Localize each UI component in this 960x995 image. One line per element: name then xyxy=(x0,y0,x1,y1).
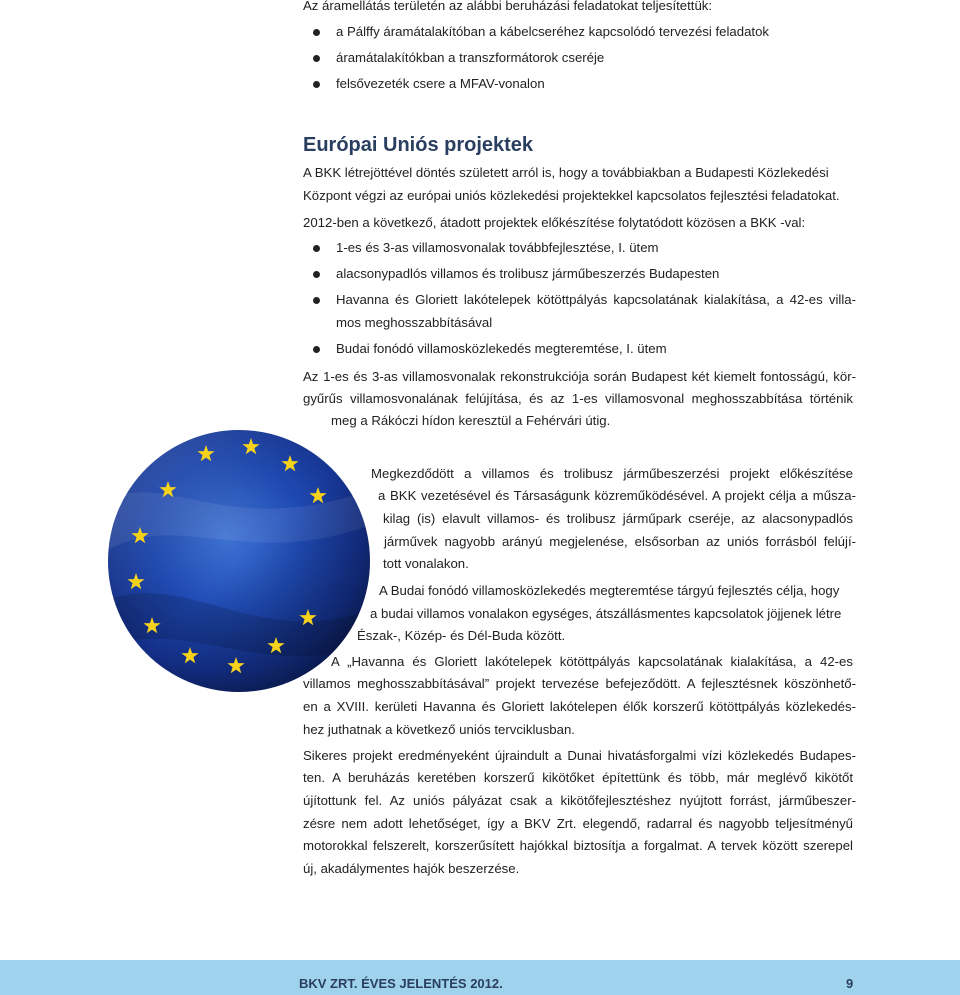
section-title: Európai Uniós projektek xyxy=(303,134,534,156)
paragraph-line: 2012-ben a következő, átadott projektek előkészítése folytatódott közösen a BKK -val: xyxy=(303,215,806,230)
paragraph-line: kilag (is) elavult villamos- és trolibusz járműpark cseréje, az alacsonypadlós xyxy=(383,511,853,526)
list-item: felsővezeték csere a MFAV-vonalon xyxy=(336,76,545,91)
list-item: áramátalakítókban a transzformátorok cseréje xyxy=(336,50,605,65)
list-item: Havanna és Gloriett lakótelepek kötöttpályás kapcsolatának kialakítása, a 42-es villa- xyxy=(336,292,856,307)
paragraph-line: Észak-, Közép- és Dél-Buda között. xyxy=(357,628,566,643)
bullet-icon xyxy=(313,297,320,304)
paragraph-line: Központ végzi az európai uniós közlekedési projektekkel kapcsolatos fejlesztési feladatokat. xyxy=(303,188,840,203)
bullet-icon xyxy=(313,55,320,62)
paragraph-line: zésre nem adott lehetőséget, így a BKV Zrt. elegendő, radarral és nagyobb teljesítményű xyxy=(303,816,853,831)
bullet-icon xyxy=(313,245,320,252)
paragraph-line: hez juthatnak a következő uniós tervciklusban. xyxy=(303,722,575,737)
paragraph-line: ten. A beruházás keretében korszerű kikötőket építettünk és több, már meglévő kikötőt xyxy=(303,770,853,785)
intro-heading-line: Az áramellátás területén az alábbi beruházási feladatokat teljesítettük: xyxy=(303,0,713,13)
paragraph-line: a BKK vezetésével és Társaságunk közreműködésével. A projekt célja a műsza- xyxy=(378,488,856,503)
paragraph-line: A BKK létrejöttével döntés született arról is, hogy a továbbiakban a Budapesti Közlekedési xyxy=(303,165,829,180)
footer-title: BKV ZRT. ÉVES JELENTÉS 2012. xyxy=(299,976,503,991)
paragraph-line: meg a Rákóczi hídon keresztül a Fehérvári útig. xyxy=(331,413,611,428)
paragraph-line: en a XVIII. kerületi Havanna és Gloriett lakótelepen élők korszerű kötöttpályás közlekedés- xyxy=(303,699,856,714)
list-item: a Pálffy áramátalakítóban a kábelcseréhez kapcsolódó tervezési feladatok xyxy=(336,24,770,39)
paragraph-line: Az 1-es és 3-as villamosvonalak rekonstrukciója során Budapest két kiemelt fontosságú, kör- xyxy=(303,369,856,384)
list-item: 1-es és 3-as villamosvonalak továbbfejlesztése, I. ütem xyxy=(336,240,659,255)
bullet-icon xyxy=(313,346,320,353)
page-number: 9 xyxy=(846,976,854,991)
paragraph-line: Sikeres projekt eredményeként újraindult a Dunai hivatásforgalmi vízi közlekedés Budapes- xyxy=(303,748,856,763)
paragraph-line: járművek nagyobb arányú megjelenése, elsősorban az uniós forrásból felújí- xyxy=(384,534,856,549)
list-item: alacsonypadlós villamos és trolibusz járműbeszerzés Budapesten xyxy=(336,266,720,281)
bullet-icon xyxy=(313,81,320,88)
list-item-continuation: mos meghosszabbításával xyxy=(336,315,493,330)
paragraph-line: gyűrűs villamosvonalának felújítása, és az 1-es villamosvonal meghosszabbítása történik xyxy=(303,391,853,406)
bullet-icon xyxy=(313,29,320,36)
paragraph-line: újítottunk fel. Az uniós pályázat csak a kikötőfejlesztéshez nyújtott forrást, járműbeszer- xyxy=(303,793,856,808)
paragraph-line: új, akadálymentes hajók beszerzése. xyxy=(303,861,520,876)
paragraph-line: A Budai fonódó villamosközlekedés megteremtése tárgyú fejlesztés célja, hogy xyxy=(379,583,840,598)
paragraph-line: Megkezdődött a villamos és trolibusz járműbeszerzési projekt előkészítése xyxy=(371,466,853,481)
list-item: Budai fonódó villamosközlekedés megteremtése, I. ütem xyxy=(336,341,667,356)
paragraph-line: tott vonalakon. xyxy=(383,556,469,571)
paragraph-line: A „Havanna és Gloriett lakótelepek kötöttpályás kapcsolatának kialakítása, a 42-es xyxy=(331,654,853,669)
paragraph-line: motorokkal felszerelt, korszerűsített hajókkal biztosítja a forgalmat. A tervek között szerepel xyxy=(303,838,853,853)
paragraph-line: villamos meghosszabbításával” projekt tervezése befejeződött. A fejlesztésnek köszönhető- xyxy=(303,676,856,691)
bullet-icon xyxy=(313,271,320,278)
paragraph-line: a budai villamos vonalakon egységes, átszállásmentes kapcsolatok jöjjenek létre xyxy=(370,606,842,621)
